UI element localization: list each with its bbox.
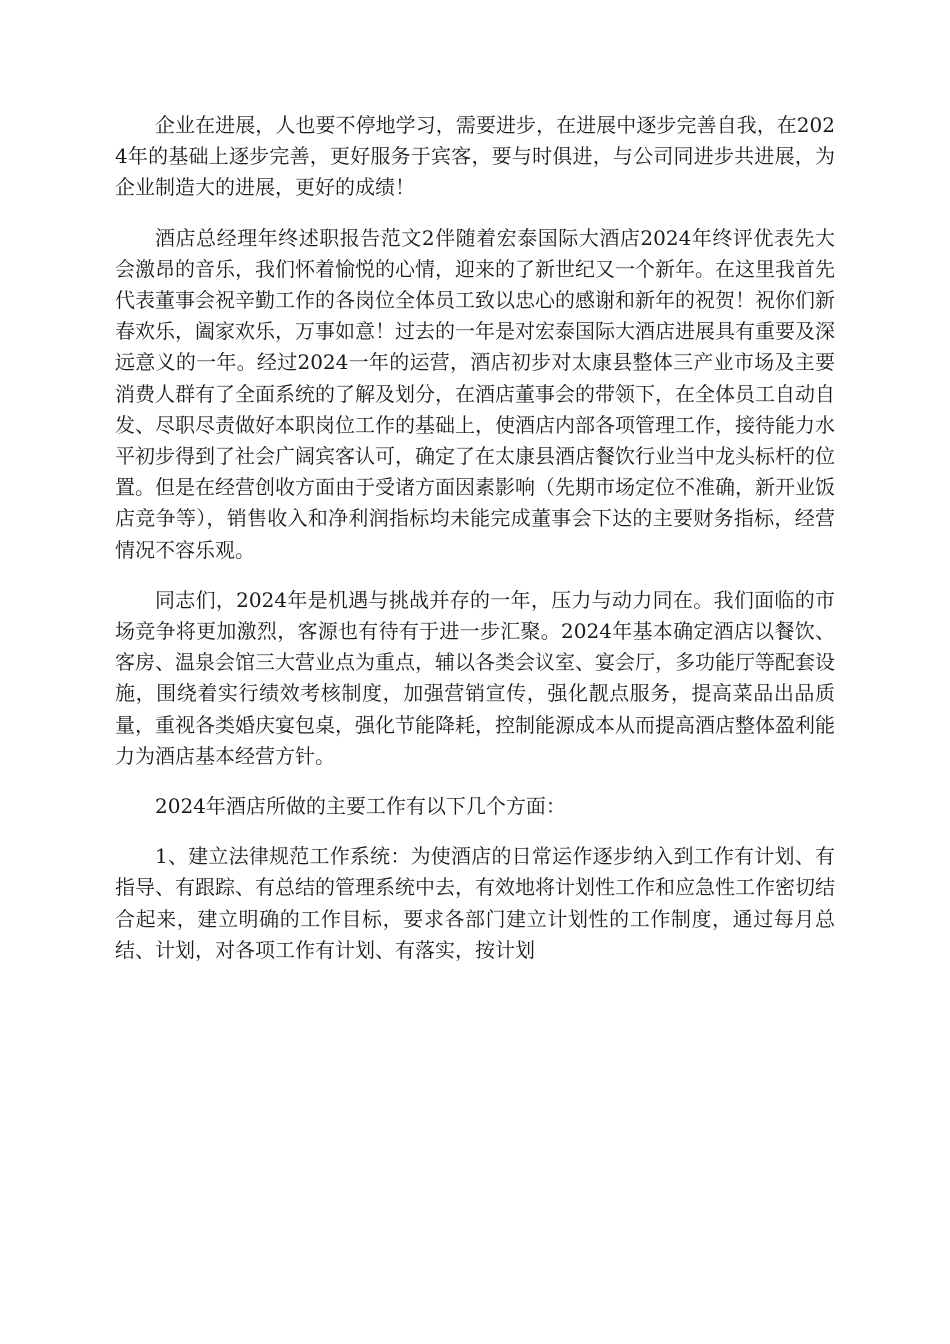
document-page <box>115 110 835 985</box>
paragraph-1: 企业在进展，人也要不停地学习，需要进步，在进展中逐步完善自我，在2024年的基础上逐步完善，更好服务于宾客，要与时俱进，与公司同进步共进展，为企业制造大的进展，更好的成绩！ <box>115 113 835 200</box>
paragraph-4: 2024年酒店所做的主要工作有以下几个方面： <box>155 794 566 819</box>
paragraph-5: 1、建立法律规范工作系统：为使酒店的日常运作逐步纳入到工作有计划、有指导、有跟踪、有总结的管理系统中去，有效地将计划性工作和应急性工作密切结合起来，建立明确的工作目标，要求各部门建立计划性的工作制度，通过每月总结、计划，对各项工作有计划、有落实，按计划 <box>115 844 835 962</box>
paragraph-3: 同志们，2024年是机遇与挑战并存的一年，压力与动力同在。我们面临的市场竞争将更加激烈，客源也有待有于进一步汇聚。2024年基本确定酒店以餐饮、客房、温泉会馆三大营业点为重点，辅以各类会议室、宴会厅，多功能厅等配套设施，围绕着实行绩效考核制度，加强营销宣传，强化靓点服务，提高菜品出品质量，重视各类婚庆宴包桌，强化节能降耗，控制能源成本从而提高酒店整体盈利能力为酒店基本经营方针。 <box>115 587 835 768</box>
paragraph-2: 酒店总经理年终述职报告范文2伴随着宏泰国际大酒店2024年终评优表先大会激昂的音乐，我们怀着愉悦的心情，迎来的了新世纪又一个新年。在这里我首先代表董事会祝辛勤工作的各岗位全体员工致以忠心的感谢和新年的祝贺！祝你们新春欢乐，阖家欢乐，万事如意！过去的一年是对宏泰国际大酒店进展具有重要及深远意义的一年。经过2024一年的运营，酒店初步对太康县整体三产业市场及主要消费人群有了全面系统的了解及划分，在酒店董事会的带领下，在全体员工自动自发、尽职尽责做好本职岗位工作的基础上，使酒店内部各项管理工作，接待能力水平初步得到了社会广阔宾客认可，确定了在太康县酒店餐饮行业当中龙头标杆的位置。但是在经营创收方面由于受诸方面因素影响（先期市场定位不准确，新开业饭店竞争等），销售收入和净利润指标均未能完成董事会下达的主要财务指标，经营情况不容乐观。 <box>115 225 835 562</box>
